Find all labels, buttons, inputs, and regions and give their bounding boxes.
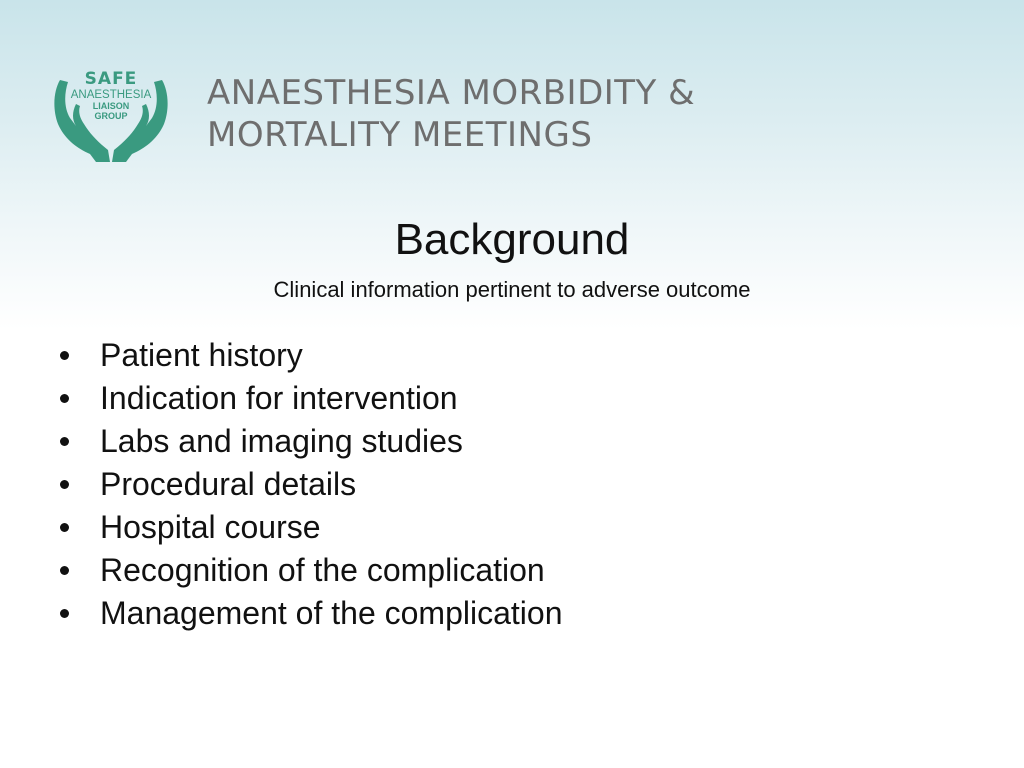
header-title-line-1: ANAESTHESIA MORBIDITY & [207,73,696,113]
bullet-dot-icon [60,523,69,532]
bullet-item [58,592,562,635]
svg-text:LIAISON: LIAISON [92,101,130,111]
bullet-item [58,549,562,592]
bullet-item [58,377,562,420]
bullet-text: Procedural details [100,466,357,502]
slide-subtitle: Clinical information pertinent to adverse outcome [273,277,751,302]
bullet-text: Labs and imaging studies [100,423,463,459]
bullet-dot-icon [60,394,69,403]
bullet-item [58,334,562,377]
safe-logo [50,68,172,164]
bullet-item [58,463,562,506]
bullet-text: Management of the complication [100,595,563,631]
bullet-dot-icon [60,480,69,489]
bullet-text: Recognition of the complication [100,552,545,588]
bullet-item [58,506,562,549]
slide-title: Background [394,215,630,264]
bullet-dot-icon [60,566,69,575]
svg-text:ANAESTHESIA: ANAESTHESIA [70,89,152,101]
bullet-dot-icon [60,609,69,618]
bullet-item [58,420,562,463]
bullet-dot-icon [60,437,69,446]
bullet-dot-icon [60,351,69,360]
svg-text:GROUP: GROUP [94,111,128,121]
bullet-text: Indication for intervention [100,380,458,416]
bullet-text: Patient history [100,337,303,373]
hands-logo-icon [50,68,172,164]
svg-text:SAFE: SAFE [84,69,138,89]
bullet-text: Hospital course [100,509,321,545]
bullet-list [58,334,562,635]
header-title [207,72,695,156]
header-title-line-2: MORTALITY MEETINGS [207,115,593,155]
